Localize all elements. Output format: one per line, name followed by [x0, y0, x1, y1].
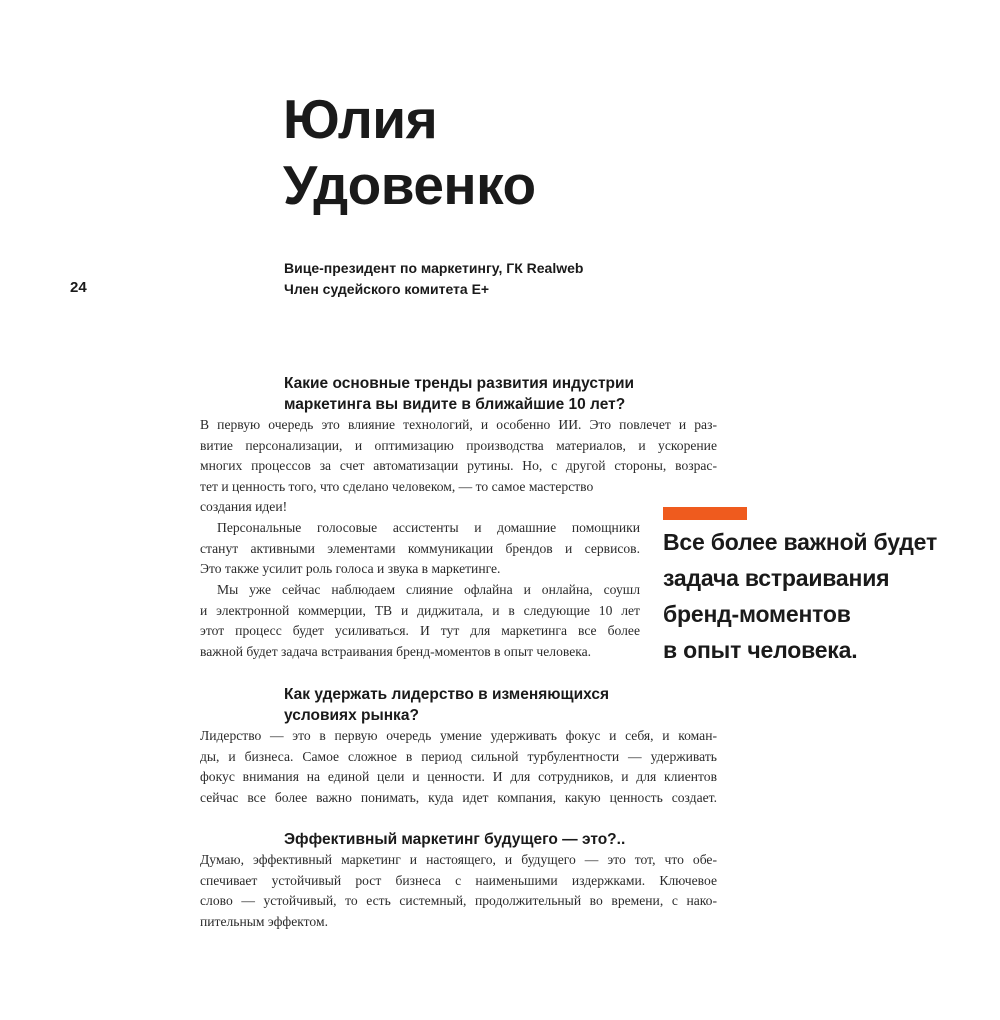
page-title [283, 86, 536, 218]
section-1-paragraph-1 [200, 415, 717, 518]
pull-quote-line: Все более важной будет [663, 529, 938, 555]
section-3-question [284, 829, 724, 850]
section-1-paragraph-2 [200, 518, 640, 580]
question-line: маркетинга вы видите в ближайшие 10 лет? [284, 396, 626, 413]
author-role-secondary: Член судейского комитета E+ [284, 281, 490, 297]
pull-quote-line: задача встраивания [663, 565, 890, 591]
text-line: ды, и бизнеса. Самое сложное в период сильной турбулентности — удерживать [200, 748, 717, 764]
text-line: пительным эффектом. [200, 913, 328, 929]
text-line: Думаю, эффективный маркетинг и настоящего, и будущего — это тот, что обе- [200, 852, 717, 867]
pull-quote-line: бренд-моментов [663, 601, 851, 627]
section-1-paragraph-3 [200, 580, 640, 662]
section-2-question [284, 684, 724, 726]
author-roles [284, 258, 583, 300]
question-line: условиях рынка? [284, 707, 419, 724]
author-role-primary: Вице-президент по маркетингу, ГК Realweb [284, 260, 584, 276]
pull-quote [663, 524, 937, 668]
text-line: Персональные голосовые ассистенты и домашние помощники [217, 520, 640, 535]
text-line: создания идеи! [200, 499, 288, 514]
section-1-question [284, 373, 724, 415]
text-line: В первую очередь это влияние технологий, и особенно ИИ. Это повлечет и раз- [200, 417, 717, 432]
section-2-paragraph-1 [200, 726, 717, 808]
text-line: Лидерство — это в первую очередь умение удерживать фокус и себя, и коман- [200, 728, 717, 743]
question-line: Какие основные тренды развития индустрии [284, 375, 635, 392]
text-line: спечивает устойчивый рост бизнеса с наименьшими издержками. Ключевое [200, 872, 717, 888]
text-line: важной будет задача встраивания бренд-моментов в опыт человека. [200, 643, 592, 659]
question-line: Как удержать лидерство в изменяющихся [284, 686, 610, 703]
title-first-name: Юлия [283, 88, 438, 150]
question-line: Эффективный маркетинг будущего — это?.. [284, 831, 626, 848]
text-line: многих процессов за счет автоматизации рутины. Но, с другой стороны, возрас- [200, 458, 717, 473]
text-line: фокус внимания на единой цели и ценности. И для сотрудников, и для клиентов [200, 769, 717, 784]
pull-quote-accent-bar [663, 507, 747, 520]
text-line: и электронной коммерции, ТВ и диджитала, и в следующие 10 лет [200, 602, 640, 618]
text-line: слово — устойчивый, то есть системный, продолжительный во времени, с нако- [200, 893, 717, 908]
page-number: 24 [70, 279, 87, 296]
text-line: Это также усилит роль голоса и звука в маркетинге. [200, 561, 501, 576]
text-line: тет и ценность того, что сделано человеком, — то самое мастерство [200, 478, 594, 494]
section-3-paragraph-1 [200, 850, 717, 932]
pull-quote-line: в опыт человека. [663, 637, 858, 663]
text-line: сейчас все более важно понимать, куда идет компания, какую ценность создает. [200, 789, 717, 805]
text-line: станут активными элементами коммуникации брендов и сервисов. [200, 540, 640, 556]
title-last-name: Удовенко [283, 154, 536, 216]
text-line: Мы уже сейчас наблюдаем слияние офлайна и онлайна, соушл [217, 582, 640, 597]
text-line: витие персонализации, и оптимизацию производства материалов, и ускорение [200, 437, 717, 453]
text-line: этот процесс будет усиливаться. И тут для маркетинга все более [200, 623, 640, 638]
